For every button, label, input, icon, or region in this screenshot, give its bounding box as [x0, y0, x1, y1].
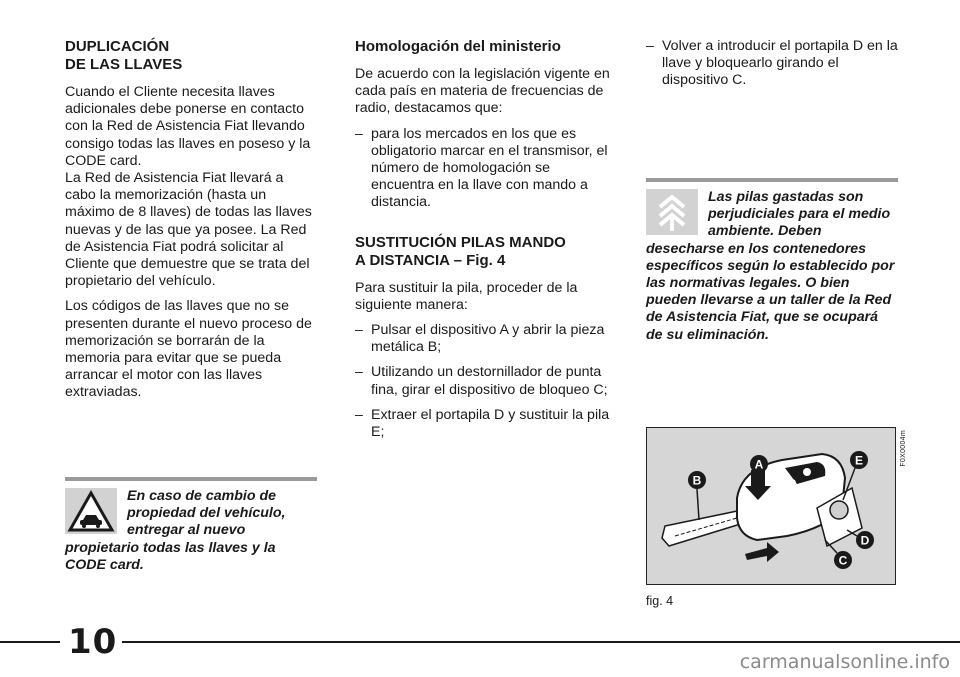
list-item: – Extraer el portapila D y sustituir la pila E; [355, 407, 611, 441]
list-item: – Volver a introducir el portapila D en la llave y bloquearlo girando el dispositivo C. [646, 38, 900, 90]
paragraph: De acuerdo con la legislación vigente en cada país en materia de frecuencias de radio, destacamos que: [355, 66, 610, 117]
list-item: – Utilizando un destornillador de punta fina, girar el dispositivo de bloqueo C; [355, 364, 611, 398]
paragraph: La Red de Asistencia Fiat llevará a cabo la memorización (hasta un máximo de 8 llaves) de todas las llaves nuevas y de las que ya posee. La Red de Asistencia Fiat podrá solicitar al Cliente que demuestre que se trata del propietario del vehículo. [65, 170, 312, 290]
section-heading-key-duplication [65, 38, 317, 74]
column-right [646, 38, 900, 98]
page-number: 10 [68, 622, 118, 662]
svg-text:D: D [860, 533, 870, 548]
paragraph: Cuando el Cliente necesita llaves adicionales debe ponerse en contacto con la Red de Asistencia Fiat llevando consigo todas las llaves en poseso y la CODE card. [65, 84, 311, 169]
key-figure [646, 427, 896, 585]
callout-C [825, 540, 852, 569]
column-left [65, 38, 317, 410]
list-item: – Pulsar el dispositivo A y abrir la pieza metálica B; [355, 322, 611, 356]
footer-rule-left [0, 641, 60, 643]
environment-icon [646, 189, 698, 235]
paragraph: Los códigos de las llaves que no se presenten durante el nuevo proceso de memorización se borrarán de la memoria para evitar que se pueda arrancar el motor con las llaves extraviadas. [65, 298, 312, 401]
callout-B [688, 471, 706, 520]
heading-line: DE LAS LLAVES [65, 56, 183, 73]
figure-caption: fig. 4 [646, 594, 674, 608]
heading-line: SUSTITUCIÓN PILAS MANDO [355, 233, 566, 251]
warning-box-ownership [65, 477, 317, 574]
car-warning-icon [65, 488, 117, 534]
key-illustration [647, 428, 894, 583]
svg-text:E: E [854, 453, 864, 468]
svg-text:A: A [754, 457, 764, 472]
spacer [355, 220, 611, 234]
warning-box-batteries [646, 178, 898, 344]
callout-A [750, 455, 768, 473]
list-item: – para los mercados en los que es obligatorio marcar en el transmisor, el número de homologación se encuentra en la llave con mando a distancia. [355, 126, 611, 212]
heading-line: A DISTANCIA – Fig. 4 [355, 251, 506, 269]
figure-code: F0X0004m [900, 430, 907, 467]
column-middle [355, 38, 611, 449]
warning-text: Las pilas gastadas son perjudiciales para el medio ambiente. Deben desecharse en los contenedores específicos según lo establecido por las normativas legales. O bien pueden llevarse a un taller de la Red de Asistencia Fiat, que se ocupará de su eliminación. [646, 189, 895, 343]
section-heading-battery-replacement [355, 234, 611, 270]
callout-D [847, 530, 874, 549]
svg-text:B: B [692, 473, 702, 488]
svg-text:C: C [838, 553, 848, 568]
paragraph: Para sustituir la pila, proceder de la siguiente manera: [355, 279, 578, 313]
footer-rule-right [122, 641, 960, 643]
heading-line: DUPLICACIÓN [65, 38, 170, 55]
section-heading-homologation: Homologación del ministerio [355, 38, 561, 55]
watermark: carmanualsonline.info [739, 651, 950, 673]
warning-text: En caso de cambio de propiedad del vehículo, entregar al nuevo propietario todas las llaves y la CODE card. [65, 488, 286, 573]
